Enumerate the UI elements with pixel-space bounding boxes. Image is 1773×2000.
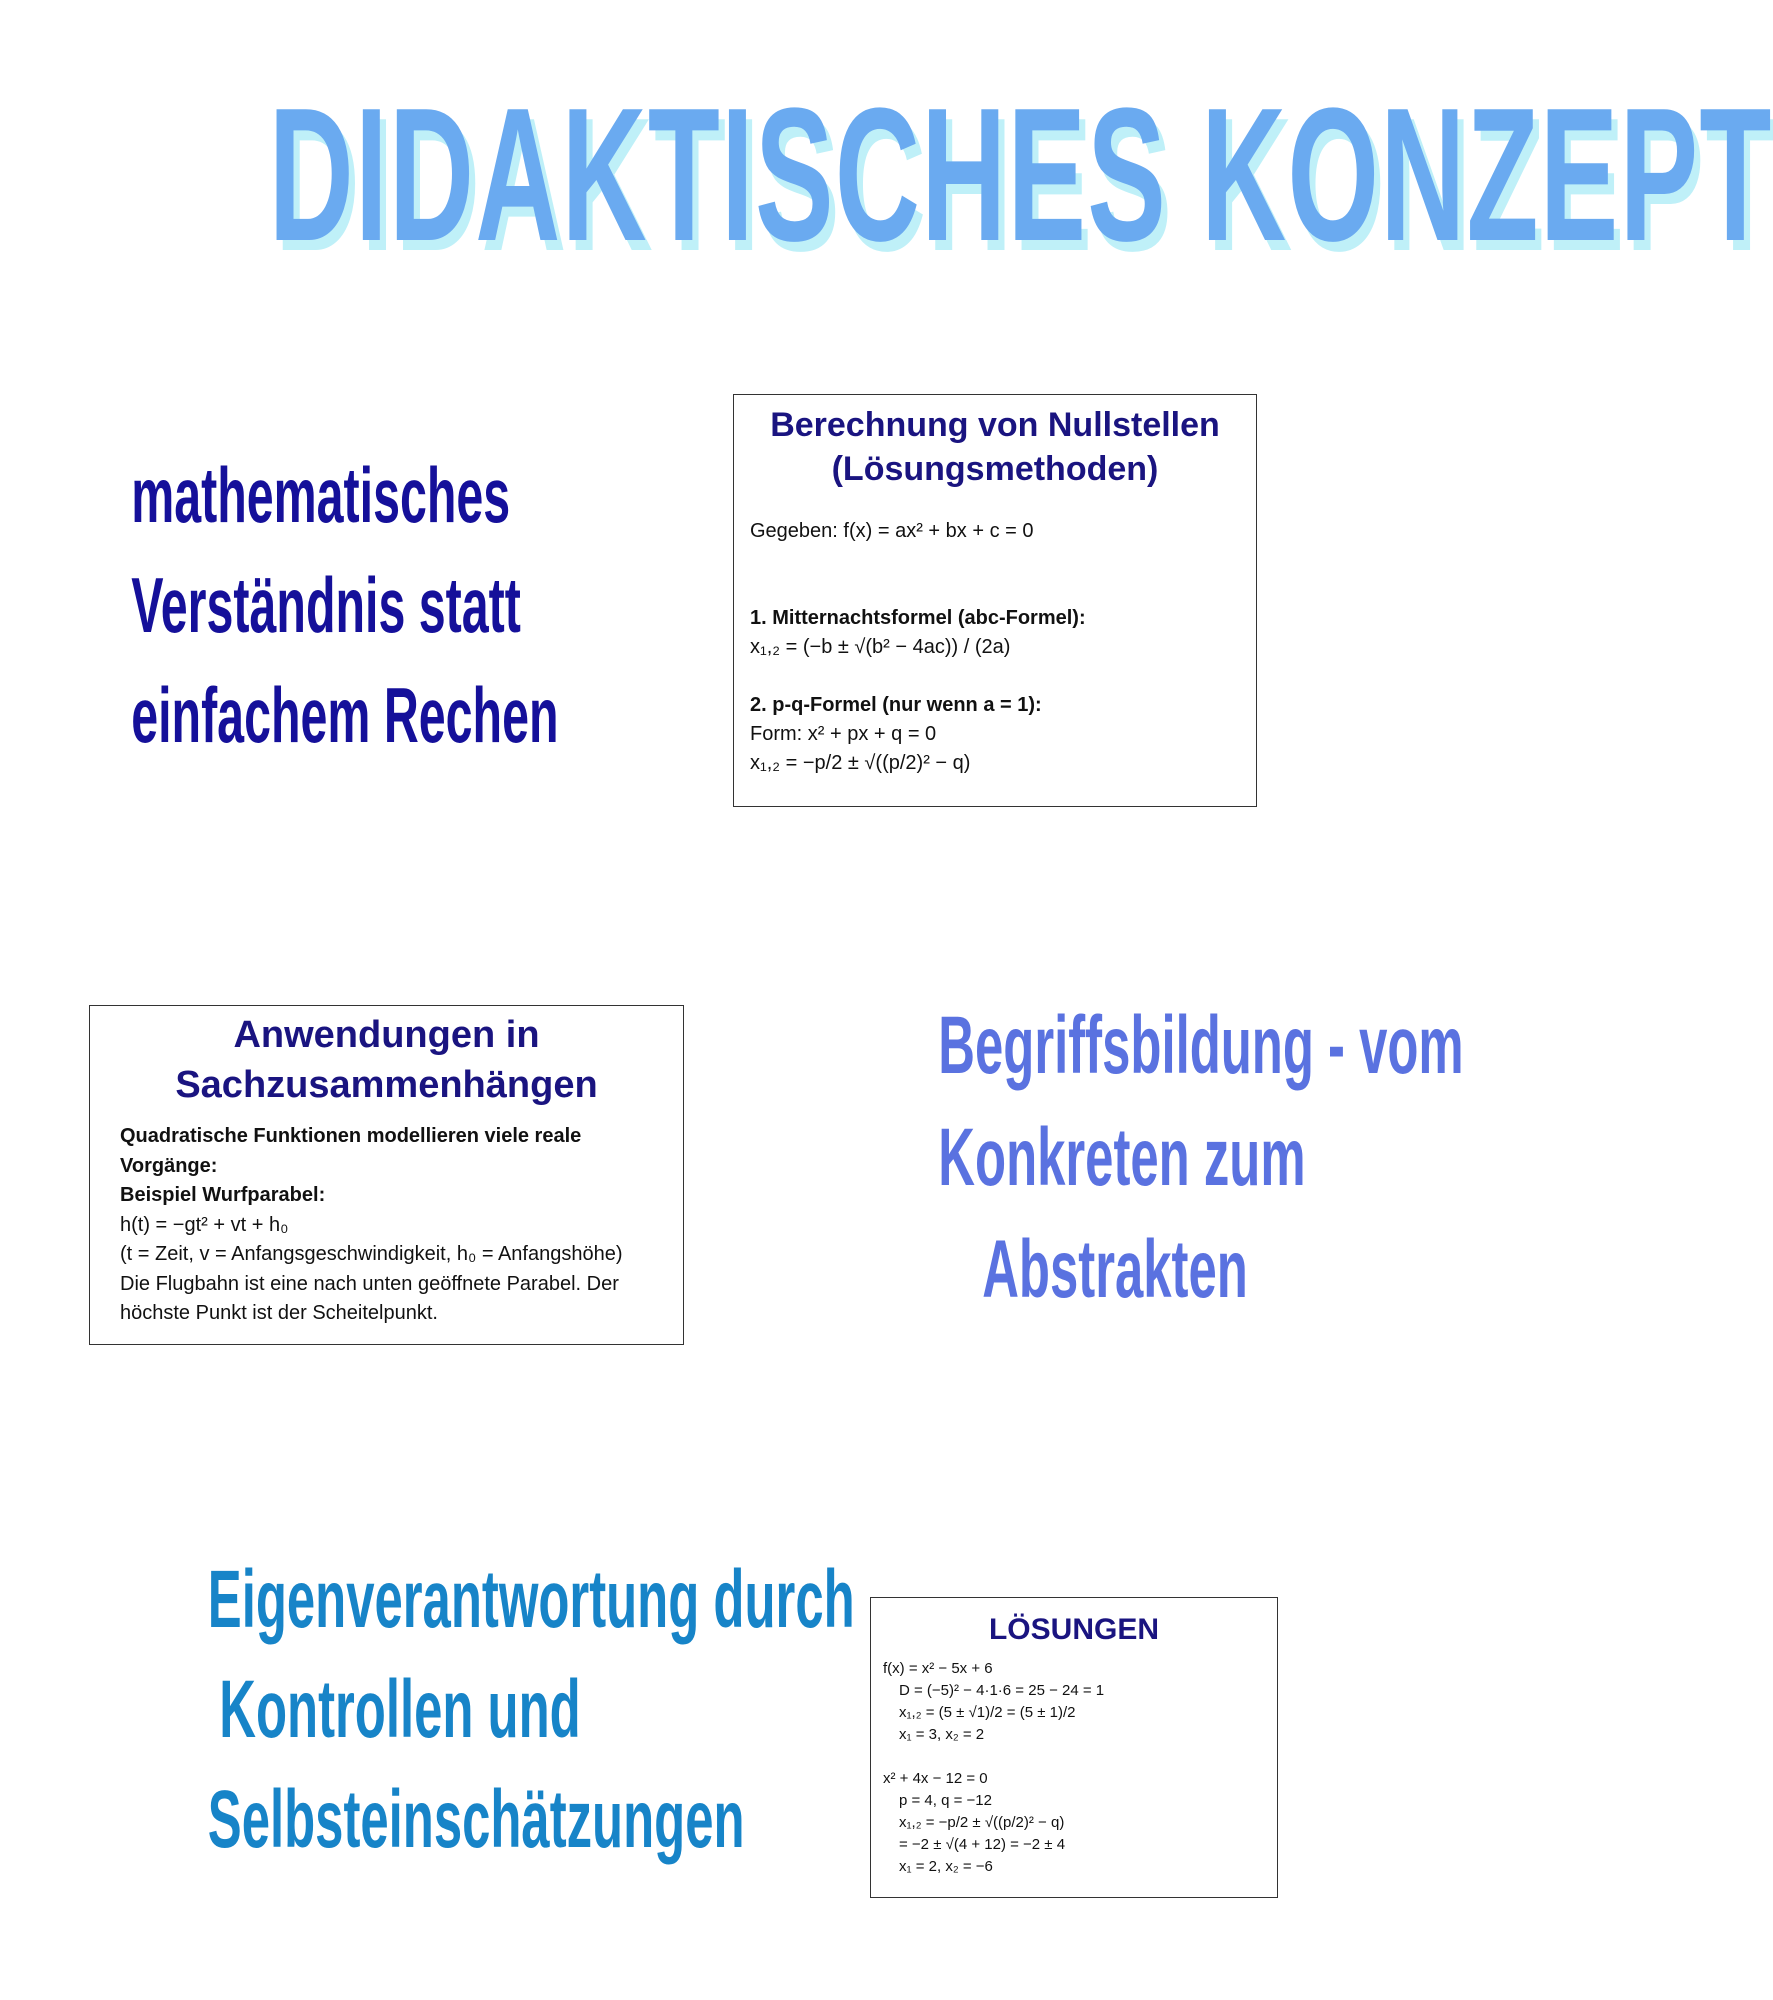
- formula-legend: (t = Zeit, v = Anfangsgeschwindigkeit, h₀ = Anfangshöhe): [120, 1243, 623, 1265]
- slogan-line: Begriffsbildung - vom: [938, 1000, 1464, 1091]
- given-equation: Gegeben: f(x) = ax² + bx + c = 0: [750, 520, 1034, 542]
- slogan-begriffsbildung: [830, 990, 1464, 1326]
- loesungen-box-title: LÖSUNGEN: [988, 1613, 1159, 1646]
- slogan-line: einfachem Rechen: [131, 671, 559, 759]
- method-2-form: Form: x² + px + q = 0: [750, 723, 937, 745]
- slogan-line: Konkreten zum: [938, 1112, 1306, 1203]
- task-2-step: x₁ = 2, x₂ = −6: [899, 1858, 993, 1875]
- example-heading: Beispiel Wurfparabel:: [120, 1184, 326, 1206]
- slogan-line: Verständnis statt: [131, 561, 521, 649]
- task-1-step: x₁ = 3, x₂ = 2: [899, 1726, 985, 1743]
- explanation-text: Die Flugbahn ist eine nach unten geöffnete Parabel. Der höchste Punkt ist der Scheitelpunkt.: [120, 1272, 619, 1324]
- task-1-step: D = (−5)² − 4·1·6 = 25 − 24 = 1: [899, 1682, 1105, 1699]
- method-2-formula: x₁,₂ = −p/2 ± √((p/2)² − q): [750, 752, 971, 774]
- nullstellen-box: [733, 394, 1257, 807]
- anwendungen-box: [89, 1005, 684, 1345]
- task-2-step: x₁,₂ = −p/2 ± √((p/2)² − q): [899, 1814, 1065, 1831]
- box-title-line: Berechnung von Nullstellen: [770, 406, 1220, 444]
- task-2-equation: x² + 4x − 12 = 0: [883, 1770, 988, 1787]
- slogan-line: Selbsteinschätzungen: [207, 1774, 745, 1865]
- task-2-step: p = 4, q = −12: [899, 1792, 992, 1809]
- nullstellen-box-title: [750, 403, 1240, 491]
- task-1-equation: f(x) = x² − 5x + 6: [883, 1660, 993, 1677]
- box-title-line: Sachzusammenhängen: [175, 1064, 598, 1106]
- anwendungen-box-title: [120, 1010, 653, 1110]
- page-title: DIDAKTISCHES KONZEPT: [268, 69, 1773, 281]
- method-1-heading: 1. Mitternachtsformel (abc-Formel):: [750, 607, 1086, 629]
- slogan-eigenverantwortung: [90, 1545, 855, 1875]
- box-title-line: Anwendungen in: [233, 1014, 540, 1056]
- box-title-line: (Lösungsmethoden): [831, 450, 1159, 488]
- wurfparabel-formula: h(t) = −gt² + vt + h₀: [120, 1213, 289, 1236]
- slogan-line: Abstrakten: [982, 1224, 1248, 1315]
- task-2-step: = −2 ± √(4 + 12) = −2 ± 4: [899, 1836, 1066, 1853]
- slogan-mathematisches-verstaendnis: [40, 440, 559, 770]
- method-1-formula: x₁,₂ = (−b ± √(b² − 4ac)) / (2a): [750, 636, 1011, 658]
- intro-text: Quadratische Funktionen modellieren viele reale Vorgänge:: [120, 1125, 582, 1177]
- task-1-step: x₁,₂ = (5 ± √1)/2 = (5 ± 1)/2: [899, 1704, 1076, 1721]
- loesungen-box: [870, 1597, 1278, 1898]
- method-2-heading: 2. p-q-Formel (nur wenn a = 1):: [750, 694, 1042, 716]
- slogan-line: Kontrollen und: [219, 1664, 581, 1755]
- slogan-line: Eigenverantwortung durch: [207, 1554, 855, 1645]
- slogan-line: mathematisches: [131, 451, 511, 539]
